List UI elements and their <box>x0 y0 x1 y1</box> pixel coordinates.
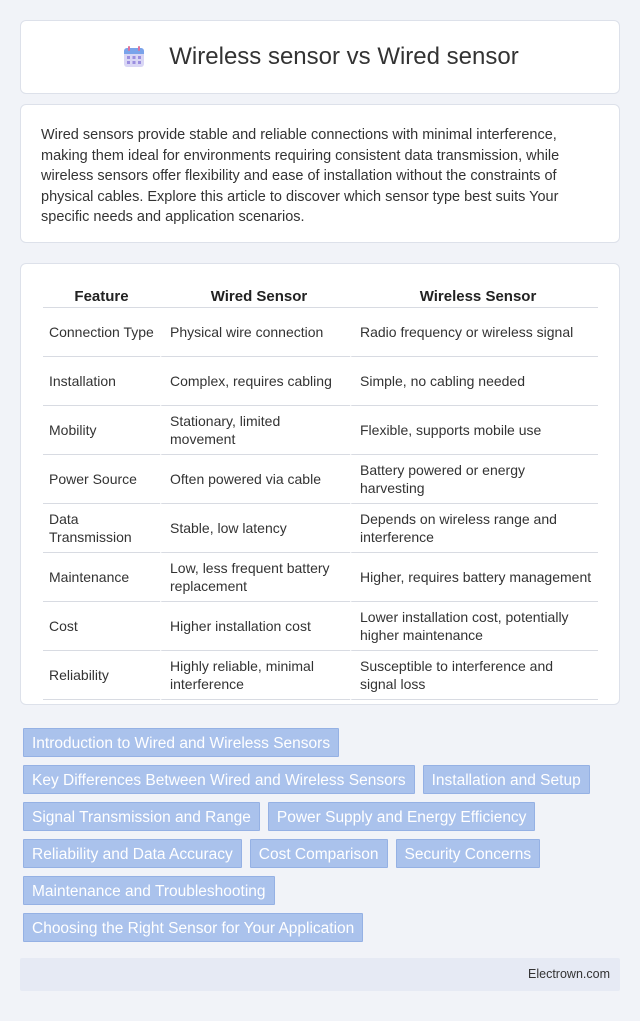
table-row <box>43 504 598 553</box>
table-cell: Reliability <box>43 651 160 700</box>
calendar-icon <box>121 44 147 70</box>
title-card <box>20 20 620 94</box>
tag-link[interactable]: Introduction to Wired and Wireless Sensors <box>23 728 339 757</box>
table-cell: Data Transmission <box>43 504 160 553</box>
page-title: Wireless sensor vs Wired sensor <box>169 43 519 70</box>
table-cell: Power Source <box>43 455 160 504</box>
table-cell: Complex, requires cabling <box>160 357 350 406</box>
table-row <box>43 651 598 700</box>
table-cell: Depends on wireless range and interference <box>350 504 598 553</box>
table-row <box>43 455 598 504</box>
intro-paragraph: Wired sensors provide stable and reliable connections with minimal interference, making them ideal for environments requiring consistent data transmission, while wireless sensors offer flexibility and ease of installation without the constraints of physical cables. Explore this article to discover which sensor type best suits Your specific needs and application scenarios. <box>41 127 560 225</box>
tag-row <box>23 765 620 794</box>
table-cell: Battery powered or energy harvesting <box>350 455 598 504</box>
header-wireless-sensor: Wireless Sensor <box>350 282 598 308</box>
table-cell: Often powered via cable <box>160 455 350 504</box>
table-header-row <box>43 282 598 308</box>
tag-link[interactable]: Key Differences Between Wired and Wireless Sensors <box>23 765 415 794</box>
table-cell: Highly reliable, minimal interference <box>160 651 350 700</box>
tag-row <box>23 728 620 757</box>
table-row <box>43 308 598 357</box>
tag-link[interactable]: Reliability and Data Accuracy <box>23 839 242 868</box>
table-row <box>43 406 598 455</box>
tag-link[interactable]: Cost Comparison <box>250 839 388 868</box>
table-row <box>43 553 598 602</box>
intro-card <box>20 104 620 243</box>
tag-link[interactable]: Choosing the Right Sensor for Your Application <box>23 913 363 942</box>
footer-site-name[interactable]: Electrown.com <box>528 967 610 981</box>
comparison-table <box>43 282 598 700</box>
tag-link[interactable]: Security Concerns <box>396 839 541 868</box>
table-cell: Installation <box>43 357 160 406</box>
tag-row <box>23 802 620 831</box>
table-cell: Simple, no cabling needed <box>350 357 598 406</box>
table-cell: Higher installation cost <box>160 602 350 651</box>
table-cell: Susceptible to interference and signal loss <box>350 651 598 700</box>
table-cell: Physical wire connection <box>160 308 350 357</box>
header-wired-sensor: Wired Sensor <box>160 282 350 308</box>
table-cell: Stationary, limited movement <box>160 406 350 455</box>
table-cell: Higher, requires battery management <box>350 553 598 602</box>
tag-link[interactable]: Installation and Setup <box>423 765 590 794</box>
tag-row <box>23 913 620 942</box>
footer <box>20 958 620 991</box>
comparison-table-card <box>20 263 620 705</box>
header-feature: Feature <box>43 282 160 308</box>
table-row <box>43 357 598 406</box>
table-cell: Low, less frequent battery replacement <box>160 553 350 602</box>
tag-link[interactable]: Maintenance and Troubleshooting <box>23 876 275 905</box>
table-cell: Mobility <box>43 406 160 455</box>
tag-row <box>23 839 620 868</box>
tag-row <box>23 876 620 905</box>
table-cell: Radio frequency or wireless signal <box>350 308 598 357</box>
topic-tags <box>23 728 620 950</box>
table-cell: Lower installation cost, potentially higher maintenance <box>350 602 598 651</box>
table-cell: Connection Type <box>43 308 160 357</box>
table-cell: Cost <box>43 602 160 651</box>
tag-link[interactable]: Signal Transmission and Range <box>23 802 260 831</box>
table-cell: Flexible, supports mobile use <box>350 406 598 455</box>
table-cell: Stable, low latency <box>160 504 350 553</box>
table-cell: Maintenance <box>43 553 160 602</box>
tag-link[interactable]: Power Supply and Energy Efficiency <box>268 802 536 831</box>
table-row <box>43 602 598 651</box>
